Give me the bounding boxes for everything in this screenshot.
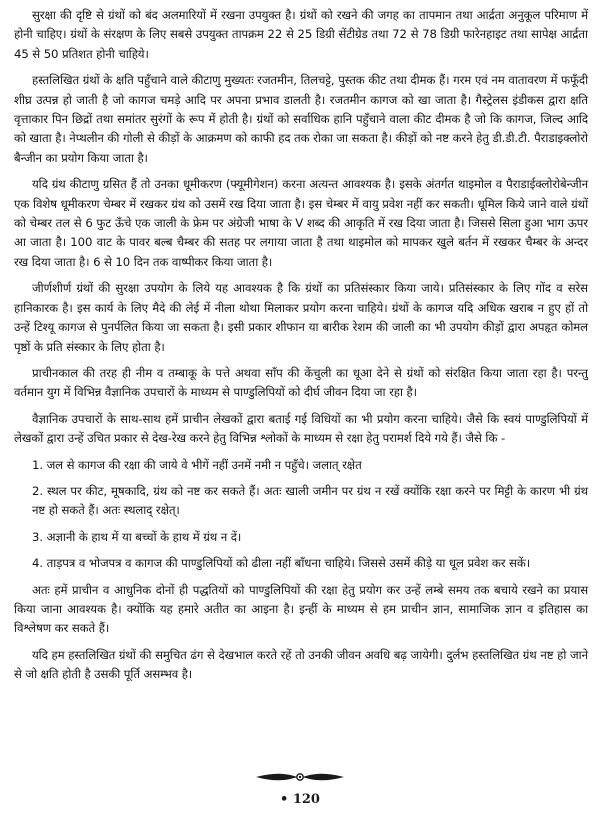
paragraph-scientific-methods: वैज्ञानिक उपचारों के साथ-साथ हमें प्राचीन लेखकों द्वारा बताई गई विधियों का भी प्रयोग करना चाहिये। जैसे कि स्वयं पाण्डुलिपियों में लेखकों द्वारा उन्हें उचित प्रकार से देख-रेख करने हेतु विभिन्न श्लोकों के माध्यम से रक्षा हेतु परामर्श दिये गये हैं। जैसे कि - (14, 411, 588, 446)
paragraph-final: यदि हम हस्तलिखित ग्रंथों की समुचित ढंग से देखभाल करते रहें तो उनकी जीवन अवधि बढ़ जायेगी। दुर्लभ हस्तलिखित ग्रंथ नष्ट हो जाने से जो क्षति होती है उसकी पूर्ति असम्भव है। (14, 647, 588, 682)
decorative-divider-icon (0, 770, 600, 784)
list-item-ground: 2. स्थल पर कीट, मूषकादि, ग्रंथ को नष्ट कर सकते हैं। अतः खाली जमीन पर ग्रंथ न रखें क्योंकि रक्षा करने पर मिट्टी के कारण भी ग्रंथ नष्ट हो सकते हैं। अतः स्थलाद् रक्षेत्। (32, 483, 588, 518)
list-item-water: 1. जल से कागज की रक्षा की जाये वे भीगें नहीं उनमें नमी न पहुँचे। जलात् रक्षेत (32, 457, 362, 472)
paragraph-ancient-methods: प्राचीनकाल की तरह ही नीम व तम्बाकू के पत्ते अथवा साँप की केंचुली का धूआ देने से ग्रंथों को संरक्षित किया जाता रहा है। परन्तु वर्तमान युग में विभिन्न वैज्ञानिक उपचारों के माध्यम से पाण्डुलिपियों को दीर्घ जीवन दिया जा रहा है। (14, 365, 588, 400)
paragraph-insects: हस्तलिखित ग्रंथों के क्षति पहुँचाने वाले कीटाणु मुख्यतः रजतमीन, तिलचट्टे, पुस्तक कीट तथा दीमक हैं। गरम एवं नम वातावरण में फफूँदी शीघ्र उत्पन्न हो जाती है जो कागज चमड़े आदि पर अपना प्रभाव डालती है। रजतमीन कागज को खा जाता है। गैस्ट्रेलस इंडीकस द्वारा क्षति वृत्ताकार पिन छिद्रों तथा समांतर सुरंगों के रूप में होती है। ग्रंथों को सर्वाधिक हानि पहुँचाने वाला कीट दीमक है जो कि कागज, जिल्द आदि को खाता है। नेप्थलीन की गोली से कीड़ों के आक्रमण को काफी हद तक रोका जा सकता है। कीड़ों को नष्ट करने हेतु डी.डी.टी. पैराडाइक्लोरो बैन्जीन का प्रयोग किया जाता है। (14, 73, 588, 165)
paragraph-fumigation: यदि ग्रंथ कीटाणु ग्रसित हैं तो उनका धूमीकरण (फ्यूमीगेशन) करना अत्यन्त आवश्यक है। इसके अंतर्गत थाइमोल व पैराडाईक्लोरोबेन्जीन एक विशेष धूमीकरण चेम्बर में रखकर ग्रंथ को उसमें रख दिया जाता है। इस चेम्बर में वायु प्रवेश नहीं कर सकती। धूमिल किये जाने वाले ग्रंथों को चेम्बर तल से 6 फुट ऊँचे एक जाली के फ्रेम पर अंग्रेजी भाषा के V शब्द की आकृति में रख दिया जाता है। जिससे सिला हुआ भाग ऊपर आ जाता है। 100 वाट के पावर बल्ब चैम्बर की सतह पर लगाया जाता है तथा थाइमोल को मापकर खुले बर्तन में रखकर चैम्बर के अन्दर रख दिया जाता है। 6 से 10 दिन तक वाष्पीकर किया जाता है। (14, 177, 588, 269)
page-number: • 120 (280, 792, 320, 807)
paragraph-storage: सुरक्षा की दृष्टि से ग्रंथों को बंद अलमारियों में रखना उपयुक्त है। ग्रंथों को रखने की जगह का तापमान तथा आर्द्रता अनुकूल परिमाण में होनी चाहिए। ग्रंथों के संरक्षण के लिए सबसे उपयुक्त तापक्रम 22 से 25 डिग्री सेंटीग्रेड तथा 72 से 78 डिग्री फारेनहाइट तथा सापेक्ष आर्द्रता 45 से 50 प्रतिशत होनी चाहिये। (14, 8, 588, 61)
list-item-hands: 3. अज्ञानी के हाथ में या बच्चों के हाथ में ग्रंथ न दें। (32, 529, 242, 544)
list-item-binding: 4. ताड़पत्र व भोजपत्र व कागज की पाण्डुलिपियों को ढीला नहीं बाँधना चाहिये। जिससे उसमें कीड़े या धूल प्रवेश कर सकें। (32, 556, 531, 571)
paragraph-conclusion: अतः हमें प्राचीन व आधुनिक दोनों ही पद्धतियों को पाण्डुलिपियों की रक्षा हेतु प्रयोग कर उन्हें लम्बे समय तक बचाये रखने का प्रयास किया जाना आवश्यक है। क्योंकि यह हमारे अतीत का आइना है। इन्हीं के माध्यम से हम प्राचीन ज्ञान, सामाजिक ज्ञान व इतिहास का विश्लेषण कर सकते हैं। (14, 582, 588, 636)
paragraph-restoration: जीर्णशीर्ण ग्रंथों की सुरक्षा उपयोग के लिये यह आवश्यक है कि ग्रंथों का प्रतिसंस्कार किया जाये। प्रतिसंस्कार के लिए गोंद व सरेस हानिकारक है। इस कार्य के लिए मैदे की लेई में नीला थोथा मिलाकर प्रयोग करना चाहिये। ग्रंथों के कागज यदि अधिक खराब न हुए हों तो उन्हें टिश्यू कागज से पुनर्पलित किया जा सकता है। इसी प्रकार शीफान या बारीक रेशम की जाली का भी उपयोग कीड़ों द्वारा अपहृत कोमल पृष्ठों के प्रति संस्कार के लिए होता है। (14, 281, 588, 354)
